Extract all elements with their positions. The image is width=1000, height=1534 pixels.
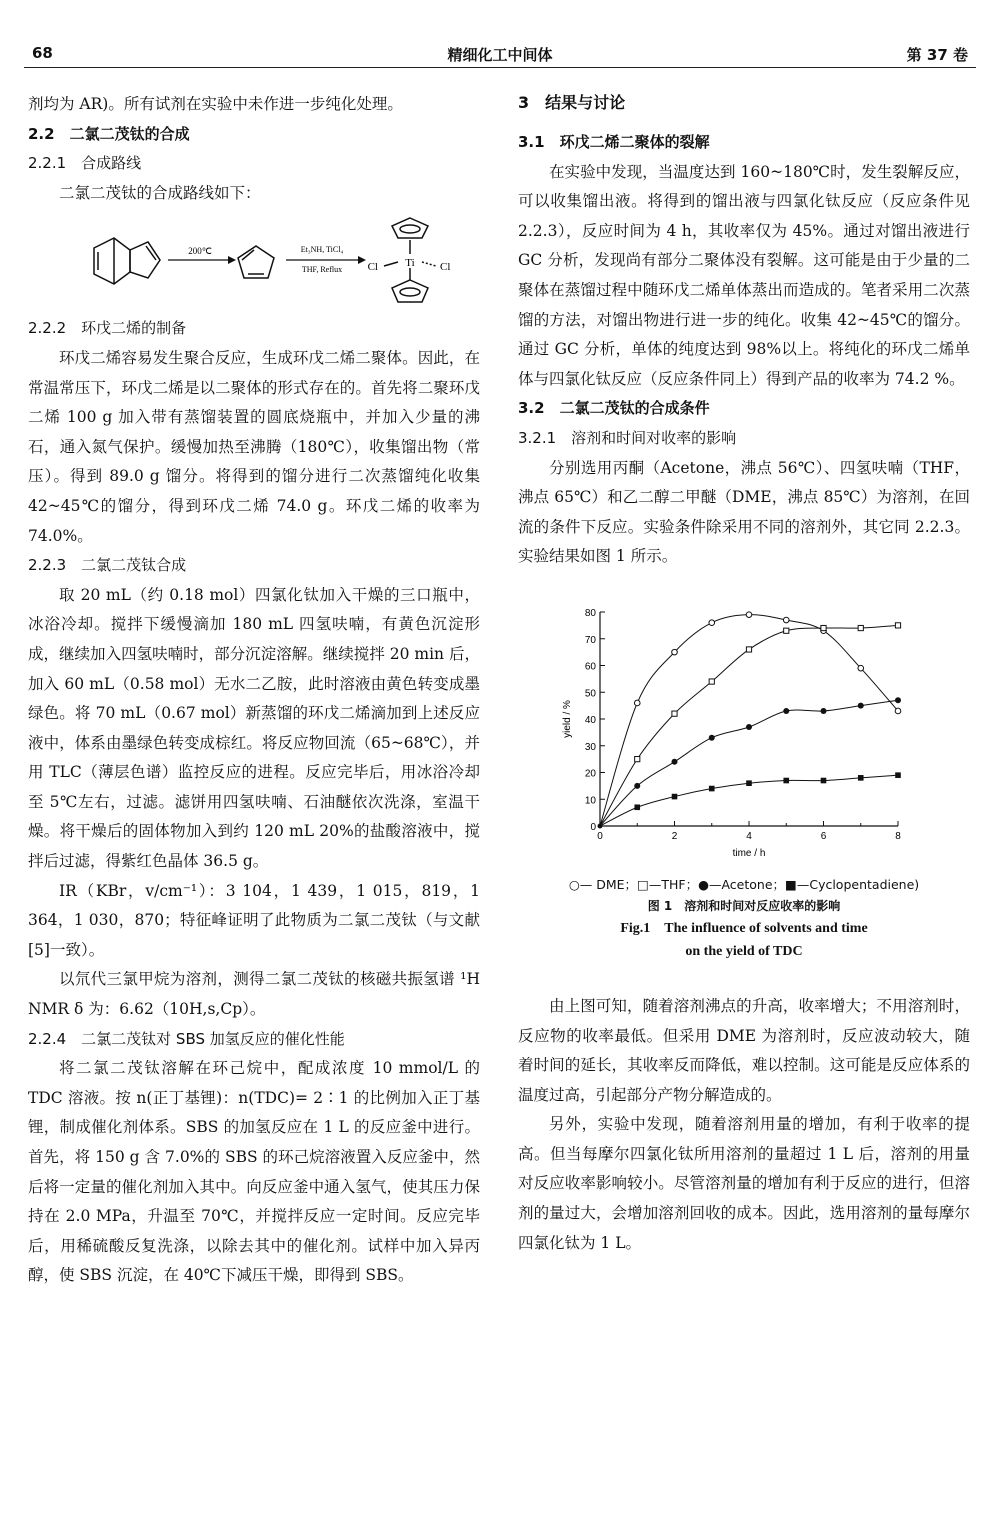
point-thf xyxy=(672,711,677,716)
page-number: 68 xyxy=(32,44,53,62)
paragraph-ir: IR（KBr，v/cm⁻¹）：3 104，1 439，1 015，819，1 364，1 030，870；特征峰证明了此物质为二氯二茂钛（与文献[5]一致）。 xyxy=(28,881,480,959)
point-cyclopentadiene xyxy=(858,775,864,781)
titanium-label: Ti xyxy=(405,257,415,270)
point-acetone xyxy=(746,724,752,730)
y-tick-label: 70 xyxy=(584,634,596,646)
point-cyclopentadiene xyxy=(672,794,678,800)
y-tick-label: 60 xyxy=(584,661,596,673)
section-heading-2-2-4: 2.2.4 二氯二茂钛对 SBS 加氢反应的催化性能 xyxy=(28,1029,345,1048)
x-axis-label: time / h xyxy=(732,847,766,859)
figure-caption-zh: 图 1 溶剂和时间对反应收率的影响 xyxy=(647,898,841,913)
point-acetone xyxy=(709,735,715,741)
x-tick-label: 8 xyxy=(895,830,901,842)
y-tick-label: 0 xyxy=(590,821,596,833)
section-heading-2-2-1: 2.2.1 合成路线 xyxy=(28,154,142,173)
figure-caption-en-1: Fig.1 The influence of solvents and time xyxy=(620,920,868,936)
right-column xyxy=(518,90,970,1258)
section-heading-2-2-2: 2.2.2 环戊二烯的制备 xyxy=(28,319,187,338)
x-tick-label: 6 xyxy=(820,830,827,842)
point-thf xyxy=(821,625,826,630)
point-thf xyxy=(746,647,751,652)
x-tick-label: 0 xyxy=(597,830,603,842)
yield-chart xyxy=(518,602,970,862)
chart-legend: ○— DME；□—THF；●—Acetone；■—Cyclopentadiene) xyxy=(568,876,920,892)
point-dme xyxy=(746,612,752,618)
paragraph-sbs-hydrogenation: 将二氯二茂钛溶解在环己烷中，配成浓度 10 mmol/L 的 TDC 溶液。按 n(正丁基锂)：n(TDC)= 2∶1 的比例加入正丁基锂，制成催化剂体系。SBS 的加氢反应在 1 L 的反应釜中进行。首先，将 150 g 含 7.0%的 SBS 的环己烷溶液置入反应釜中，然后将一定量的催化剂加入其中。向反应釜中通入氢气，使其压力保持在 2.0 MPa，升温至 70℃，并搅拌反应一定时间。反应完毕后，用稀硫酸反复洗涤，以除去其中的催化剂。试样中加入异丙醇，使 SBS 沉淀，在 40℃下减压干燥，即得到 SBS。 xyxy=(28,1059,480,1285)
step1-condition: 200℃ xyxy=(188,246,212,257)
point-thf xyxy=(895,623,900,628)
point-dme xyxy=(672,649,678,655)
point-cyclopentadiene xyxy=(821,778,827,784)
figure-1 xyxy=(518,602,970,959)
point-acetone xyxy=(895,697,901,703)
series-line-dme xyxy=(600,615,898,826)
point-cyclopentadiene xyxy=(746,780,752,786)
section-heading-3-2: 3.2 二氯二茂钛的合成条件 xyxy=(518,399,710,418)
section-heading-2-2-3: 2.2.3 二氯二茂钛合成 xyxy=(28,556,187,575)
point-dme xyxy=(634,700,640,706)
left-column xyxy=(28,90,480,1291)
paragraph-discussion-1: 由上图可知，随着溶剂沸点的升高，收率增大；不用溶剂时，反应物的收率最低。但采用 DME 为溶剂时，反应波动较大，随着时间的延长，其收率反而降低，难以控制。这可能是反应体系的温度过高，引起部分产物分解造成的。 xyxy=(518,996,970,1104)
dicyclopentadiene-structure xyxy=(94,238,160,284)
y-tick-label: 30 xyxy=(584,741,596,753)
point-dme xyxy=(783,617,789,623)
y-tick-label: 40 xyxy=(584,714,596,726)
synthesis-scheme xyxy=(28,212,480,308)
point-cyclopentadiene xyxy=(709,786,715,792)
paragraph-cyclopentadiene-prep: 环戊二烯容易发生聚合反应，生成环戊二烯二聚体。因此，在常温常压下，环戊二烯是以二聚体的形式存在的。首先将二聚环戊二烯 100 g 加入带有蒸馏装置的圆底烧瓶中，并加入少量的沸石，通入氮气保护。缓慢加热至沸腾（180℃），收集馏出物（常压）。得到 89.0 g 馏分。将得到的馏分进行二次蒸馏纯化收集 42~45℃的馏分，得到环戊二烯 74.0 g。环戊二烯的收率为 74.0%。 xyxy=(28,348,480,545)
paragraph-solvent-effect: 分别选用丙酮（Acetone，沸点 56℃）、四氢呋喃（THF，沸点 65℃）和乙二醇二甲醚（DME，沸点 85℃）为溶剂，在回流的条件下反应。实验条件除采用不同的溶剂外，其它同 2.2.3。实验结果如图 1 所示。 xyxy=(518,458,970,566)
y-tick-label: 20 xyxy=(584,768,596,780)
section-heading-2-2: 2.2 二氯二茂钛的合成 xyxy=(28,124,190,143)
series-line-acetone xyxy=(600,700,898,826)
point-cyclopentadiene xyxy=(634,804,640,810)
journal-title: 精细化工中间体 xyxy=(447,46,553,64)
step2-solvent: THF, Reflux xyxy=(301,265,343,275)
paragraph-route: 二氯二茂钛的合成路线如下： xyxy=(59,183,261,202)
point-dme xyxy=(709,620,715,626)
section-heading-3-1: 3.1 环戊二烯二聚体的裂解 xyxy=(518,133,710,151)
cyclopentadiene-structure xyxy=(238,246,274,278)
paragraph-nmr: 以氘代三氯甲烷为溶剂，测得二氯二茂钛的核磁共振氢谱 ¹H NMR δ 为：6.62（10H,s,Cp）。 xyxy=(28,970,480,1019)
figure-caption-en-2: on the yield of TDC xyxy=(685,943,803,959)
paragraph-reagents: 剂均为 AR)。所有试剂在实验中未作进一步纯化处理。 xyxy=(28,95,403,113)
volume-label: 第 37 卷 xyxy=(906,46,968,64)
chloride-right: Cl xyxy=(440,261,451,274)
paragraph-tdc-synthesis: 取 20 mL（约 0.18 mol）四氯化钛加入干燥的三口瓶中，冰浴冷却。搅拌下缓慢滴加 180 mL 四氢呋喃，有黄色沉淀形成，继续加入四氢呋喃时，部分沉淀溶解。继续搅拌 20 min 后，加入 60 mL（0.58 mol）无水二乙胺，此时溶液由黄色转变成墨绿色。将 70 mL（0.67 mol）新蒸馏的环戊二烯滴加到上述反应液中，体系由墨绿色转变成棕红。将反应物回流（65~68℃），并用 TLC（薄层色谱）监控反应的进程。反应完毕后，用冰浴冷却至 5℃左右，过滤。滤饼用四氢呋喃、石油醚依次洗涤，室温干燥。将干燥后的固体物加入到约 120 mL 20%的盐酸溶液中，搅拌后过滤，得紫红色晶体 36.5 g。 xyxy=(28,585,480,871)
paragraph-discussion-2: 另外，实验中发现，随着溶剂用量的增加，有利于收率的提高。但当每摩尔四氯化钛所用溶剂的量超过 1 L 后，溶剂的用量对反应收率影响较小。尽管溶剂量的增加有利于反应的进行，但溶剂的量过大，会增加溶剂回收的成本。因此，选用溶剂的量每摩尔四氯化钛为 1 L。 xyxy=(518,1115,970,1252)
y-axis-label: yield / % xyxy=(562,700,573,738)
y-tick-label: 50 xyxy=(584,688,596,700)
point-acetone xyxy=(783,708,789,714)
point-thf xyxy=(784,628,789,633)
synthesis-scheme-drawing xyxy=(28,212,480,308)
y-tick-label: 80 xyxy=(584,607,596,619)
paragraph-cracking: 在实验中发现，当温度达到 160~180℃时，发生裂解反应，可以收集馏出液。将得到的馏出液与四氯化钛反应（反应条件见 2.2.3），反应时间为 4 h，其收率仅为 45%。通过对馏出液进行 GC 分析，发现尚有部分二聚体没有裂解。这可能是由于少量的二聚体在蒸馏过程中随环戊二烯单体蒸出而造成的。笔者采用二次蒸馏的方法，对馏出物进行进一步的纯化。收集 42~45℃的馏分。通过 GC 分析，单体的纯度达到 98%以上。将纯化的环戊二烯单体与四氯化钛反应（反应条件同上）得到产品的收率为 74.2 %。 xyxy=(518,162,970,388)
point-thf xyxy=(858,625,863,630)
section-heading-3-2-1: 3.2.1 溶剂和时间对收率的影响 xyxy=(518,428,737,447)
point-thf xyxy=(635,756,640,761)
chloride-left: Cl xyxy=(367,261,378,274)
point-dme xyxy=(858,665,864,671)
point-acetone xyxy=(858,703,864,709)
point-acetone xyxy=(821,708,827,714)
section-heading-3: 3 结果与讨论 xyxy=(518,93,626,112)
x-tick-label: 4 xyxy=(746,830,752,842)
origin-point xyxy=(598,823,603,828)
step2-reagent: Et₃NH, TiCl₄ xyxy=(300,245,344,255)
point-cyclopentadiene xyxy=(783,778,789,784)
point-acetone xyxy=(672,759,678,765)
x-tick-label: 2 xyxy=(671,830,678,842)
y-tick-label: 10 xyxy=(584,795,596,807)
point-cyclopentadiene xyxy=(895,772,901,778)
page-header xyxy=(24,38,976,68)
point-dme xyxy=(895,708,901,714)
point-thf xyxy=(709,679,714,684)
point-acetone xyxy=(634,783,640,789)
